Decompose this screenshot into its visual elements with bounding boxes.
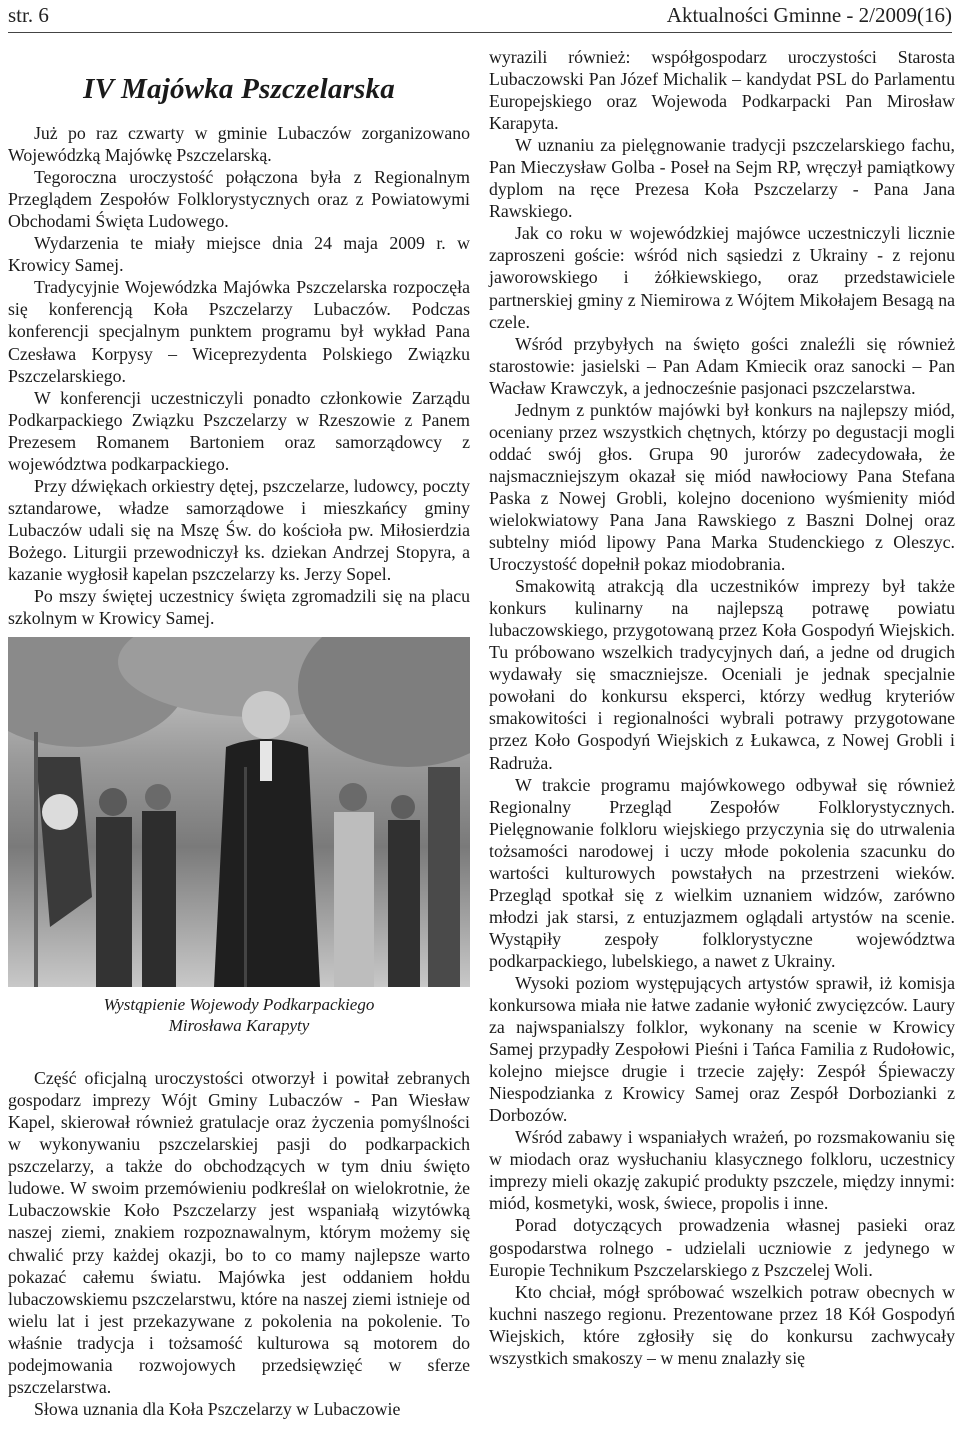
- caption-line: Mirosława Karapyty: [168, 1016, 310, 1036]
- page-number: str. 6: [8, 2, 49, 27]
- paragraph: wyrazili również: współgospodarz uroczystości Starosta Lubaczowski Pan Józef Michalik – kandydat PSL do Parlamentu Europejskiego oraz Wojewoda Podkarpacki Pan Mirosław Karapyta.: [489, 47, 955, 134]
- right-column: [489, 46, 955, 1369]
- paragraph: Porad dotyczących prowadzenia własnej pasieki oraz gospodarstwa rolnego - udzielali uczniowie z jedynego w Europie Technikum Pszczelarskiego z Pszczelej Woli.: [489, 1215, 955, 1280]
- photo-caption: [8, 994, 470, 1036]
- header-rule: [8, 32, 952, 33]
- paragraph: Jednym z punktów majówki był konkurs na najlepszy miód, oceniany przez wszystkich chętnych, którzy po degustacji mogli oddać swój głos. Grupa 90 jurorów zadecydowała, że najsmaczniejszym okazał się miód nawłociowy Pana Stefana Paska z Nowej Grobli, kolejno doceniono wyśmienity miód wielokwiatowy Pana Jana Rawskiego z Baszni Dolnej oraz subtelny miód lipowy Pana Marka Studenckiego z Oleszyc. Uroczystość dopełnił pokaz miodobrania.: [489, 399, 955, 575]
- paragraph: Wydarzenia te miały miejsce dnia 24 maja 2009 r. w Krowicy Samej.: [8, 233, 470, 276]
- paragraph: Część oficjalną uroczystości otworzył i powitał zebranych gospodarz imprezy Wójt Gminy Lubaczów - Pan Wiesław Kapel, skierował również gratulacje oraz życzenia pomyślności w wykonywaniu pszczelarskiej pasji do podkarpackich pszczelarzy, a także do obchodzących w tym dniu święto ludowe. W swoim przemówieniu podkreślał on wielokrotnie, że Lubaczowskie Koło Pszczelarzy jest wspaniałą wizytówką naszej ziemi, znakiem rozpoznawalnym, którym możemy się chwalić przy każdej okazji, bo to co mamy najlepsze warto pokazać całemu światu. Majówka jest oddaniem hołdu lubaczowskiemu pszczelarstwu, które na naszej ziemi istnieje od wielu lat i jest przekazywane z pokolenia na pokolenie. To właśnie tradycja i tożsamość kulturowa są motorem do podejmowania rozwojowych przedsięwzięć w sferze pszczelarstwa.: [8, 1068, 470, 1397]
- paragraph: Już po raz czwarty w gminie Lubaczów zorganizowano Wojewódzką Majówkę Pszczelarską.: [8, 123, 470, 166]
- paragraph: Wysoki poziom występujących artystów sprawił, iż komisja konkursowa miała nie łatwe zadanie wyłonić zwycięzców. Laury za najwspanialszy folklor, wykonany na scenie w Krowicy Samej przypadły Zespołowi Pieśni i Tańca Familia z Rudołowic, kolejno miejsce drugie i trzecie zajęły: Zespół Śpiewaczy Niespodzianka z Krowicy Samej oraz Zespół Dorbozianki z Dorbozów.: [489, 972, 955, 1126]
- photo-illustration: [8, 637, 470, 987]
- paragraph: Słowa uznania dla Koła Pszczelarzy w Lubaczowie: [34, 1398, 401, 1419]
- caption-line: Wystąpienie Wojewody Podkarpackiego: [103, 995, 375, 1015]
- event-photo: [8, 637, 470, 987]
- paragraph: Tegoroczna uroczystość połączona była z Regionalnym Przeglądem Zespołów Folklorystycznych oraz z Powiatowymi Obchodami Święta Ludowego.: [8, 167, 470, 232]
- paragraph: Smakowitą atrakcją dla uczestników imprezy był także konkurs kulinarny na najlepszą potrawę powiatu lubaczowskiego, przygotowaną przez Koła Gospodyń Wiejskich. Tu próbowano wszelkich tradycyjnych dań, a jedne od drugich wydawały się smaczniejsze. Oceniali je jednak specjalnie powołani do konkursu eksperci, którzy według kryteriów smakowitości i regionalności wybrali potrawy przygotowane przez Koło Gospodyń Wiejskich z Łukawca, z Nowej Grobli i Radruża.: [489, 576, 955, 773]
- paragraph: Jak co roku w wojewódzkiej majówce uczestniczyli licznie zaproszeni goście: wśród nich sąsiedzi z Ukrainy - z rejonu jaworowskiego i żółkiewskiego, oraz przedstawiciele partnerskiej gminy z Niemirowa z Wójtem Mikołajem Besagą na czele.: [489, 223, 955, 332]
- paragraph: W uznaniu za pielęgnowanie tradycji pszczelarskiego fachu, Pan Mieczysław Golba - Poseł na Sejm RP, wręczył pamiątkowy dyplom na ręce Prezesa Koła Pszczelarzy - Pana Jana Rawskiego.: [489, 135, 955, 222]
- paragraph: Tradycyjnie Wojewódzka Majówka Pszczelarska rozpoczęła się konferencją Koła Pszczelarzy Lubaczów. Podczas konferencji specjalnym punktem programu był wykład Pana Czesława Korpysy – Wiceprezydenta Polskiego Związku Pszczelarskiego.: [8, 277, 470, 386]
- left-column: [8, 44, 470, 1420]
- article-title: IV Majówka Pszczelarska: [83, 73, 395, 105]
- paragraph: W konferencji uczestniczyli ponadto członkowie Zarządu Podkarpackiego Związku Pszczelarzy w Rzeszowie z Panem Prezesem Romanem Bartoniem oraz samorządowcy z województwa podkarpackiego.: [8, 387, 470, 474]
- paragraph: Kto chciał, mógł spróbować wszelkich potraw obecnych w kuchni naszego regionu. Prezentowane przez 18 Kół Gospodyń Wiejskich, które zgłosiły się do konkursu zachwycały wszystkich smakoszy – w menu znalazły się: [489, 1281, 955, 1368]
- paragraph: Wśród zabawy i wspaniałych wrażeń, po rozsmakowaniu się w miodach oraz wysłuchaniu klasycznego folkloru, uczestnicy imprezy mieli okazję zakupić produkty pszczele, między innymi: miód, kosmetyki, wosk, świece, propolis i inne.: [489, 1127, 955, 1214]
- issue-label: Aktualności Gminne - 2/2009(16): [666, 2, 952, 27]
- page-header: [8, 0, 952, 30]
- paragraph: Wśród przybyłych na święto gości znaleźli się również starostowie: jasielski – Pan Adam Kmiecik oraz sanocki – Pan Wacław Krawczyk, a jednocześnie pasjonaci pszczelarstwa.: [489, 333, 955, 398]
- paragraph: Po mszy świętej uczestnicy święta zgromadzili się na placu szkolnym w Krowicy Samej.: [8, 586, 470, 629]
- paragraph: W trakcie programu majówkowego odbywał się również Regionalny Przegląd Zespołów Folklorystycznych. Pielęgnowanie folkloru wiejskiego przyczynia się do utrwalenia tożsamości narodowej i uczy młode pokolenia szacunku do wartości kulturowych powstałych na przestrzeni wieków. Przegląd spotkał się z wielkim uznaniem widzów, zarówno młodzi jak starsi, z entuzjazmem oglądali artystów na scenie. Wystąpiły zespoły folklorystyczne województwa podkarpackiego, lubelskiego, a nawet z Ukrainy.: [489, 774, 955, 971]
- paragraph: Przy dźwiękach orkiestry dętej, pszczelarze, ludowcy, poczty sztandarowe, władze samorządowe i mieszkańcy gminy Lubaczów udali się na Mszę Św. do kościoła pw. Miłosierdzia Bożego. Liturgii przewodniczył ks. dziekan Andrzej Stopyra, a kazanie wygłosił kapelan pszczelarzy ks. Jerzy Sopel.: [8, 475, 470, 584]
